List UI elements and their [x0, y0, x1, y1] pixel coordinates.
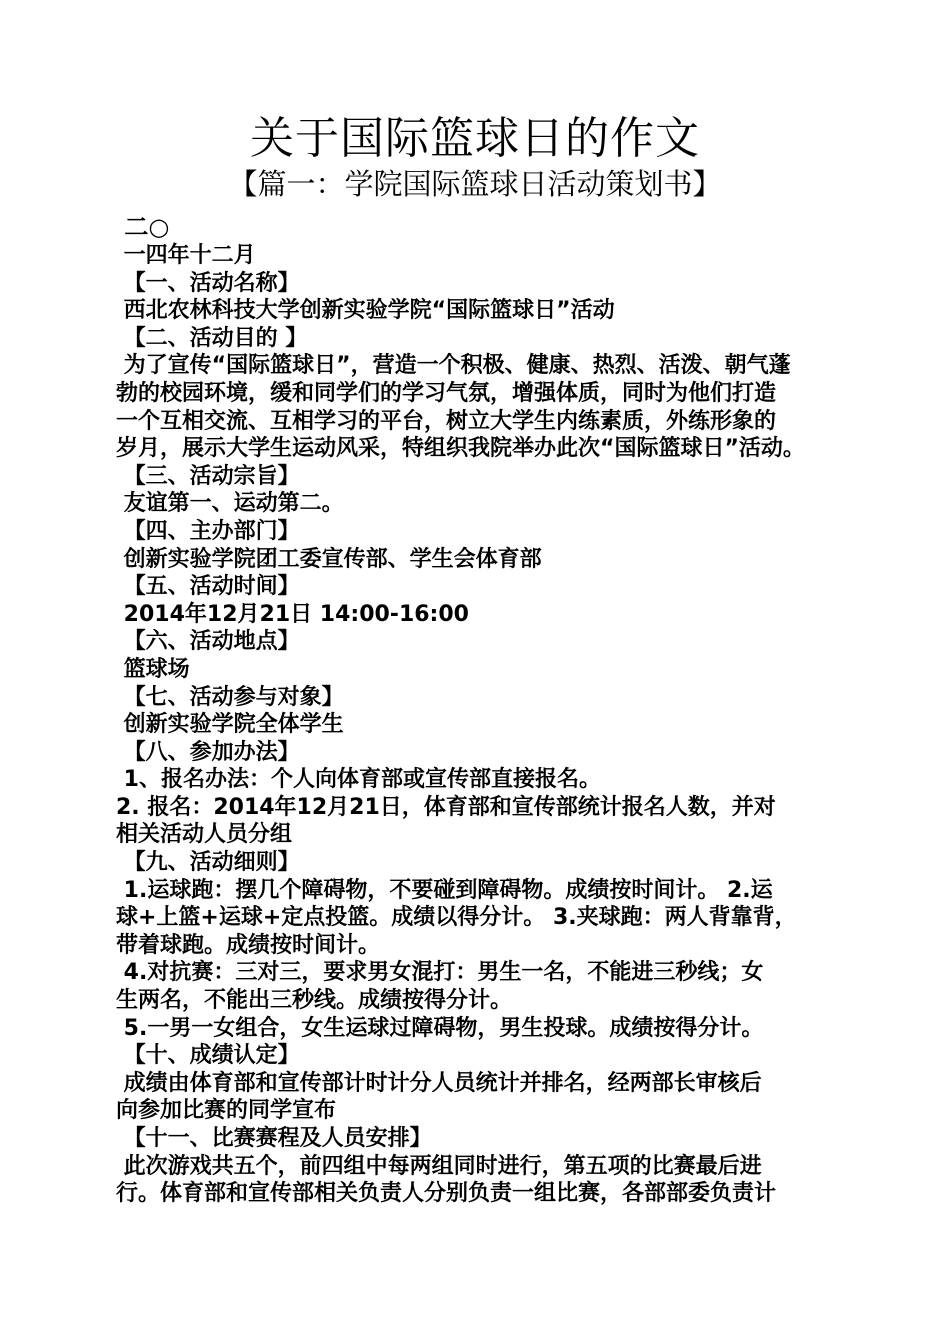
- section-heading: 【七、活动参与对象】: [116, 684, 344, 710]
- body-line: 2014年12月21日 14:00-16:00: [116, 601, 469, 627]
- body-line: 一四年十二月: [116, 243, 256, 268]
- body-line: 创新实验学院团工委宣传部、学生会体育部: [116, 546, 542, 572]
- section-heading: 【二、活动目的 】: [116, 325, 308, 351]
- body-line: 此次游戏共五个，前四组中每两组同时进行，第五项的比赛最后进: [116, 1153, 762, 1179]
- body-line: 1.运球跑：摆几个障碍物，不要碰到障碍物。成绩按时间计。 2.运: [116, 877, 773, 903]
- section-heading: 【八、参加办法】: [116, 739, 300, 765]
- body-line: 一个互相交流、互相学习的平台，树立大学生内练素质，外练形象的: [116, 408, 777, 434]
- body-line: 篮球场: [116, 656, 190, 682]
- section-heading: 【三、活动宗旨】: [116, 463, 300, 489]
- body-line: 4.对抗赛：三对三，要求男女混打：男生一名，不能进三秒线；女: [116, 960, 764, 986]
- body-line: 西北农林科技大学创新实验学院“国际篮球日”活动: [116, 298, 615, 324]
- body-line: 友谊第一、运动第二。: [116, 491, 344, 517]
- document-body: [116, 212, 840, 1208]
- body-line: 二○: [116, 213, 170, 241]
- section-heading: 【十一、比赛赛程及人员安排】: [116, 1126, 432, 1151]
- section-heading: 【六、活动地点】: [116, 629, 300, 655]
- body-line: 创新实验学院全体学生: [116, 712, 344, 738]
- body-line: 球+上篮+运球+定点投篮。成绩以得分计。 3.夹球跑：两人背靠背，: [116, 905, 797, 931]
- body-line: 向参加比赛的同学宣布: [116, 1098, 337, 1124]
- body-line: 行。体育部和宣传部相关负责人分别负责一组比赛，各部部委负责计: [116, 1181, 777, 1207]
- body-line: 5.一男一女组合，女生运球过障碍物，男生投球。成绩按得分计。: [116, 1015, 764, 1041]
- body-line: 勃的校园环境，缓和同学们的学习气氛，增强体质，同时为他们打造: [116, 380, 777, 406]
- document-subtitle: 【篇一：学院国际篮球日活动策划书】: [228, 167, 722, 201]
- section-heading: 【四、主办部门】: [116, 518, 300, 544]
- section-heading: 【十、成绩认定】: [116, 1043, 300, 1069]
- body-line: 相关活动人员分组: [116, 822, 293, 848]
- body-line: 成绩由体育部和宣传部计时计分人员统计并排名，经两部长审核后: [116, 1070, 762, 1096]
- body-line: 1、报名办法：个人向体育部或宣传部直接报名。: [116, 767, 601, 793]
- section-heading: 【九、活动细则】: [116, 850, 300, 876]
- body-line: 带着球跑。成绩按时间计。: [116, 932, 381, 958]
- section-heading: 【五、活动时间】: [116, 574, 300, 600]
- body-line: 岁月，展示大学生运动风采，特组织我院举办此次“国际篮球日”活动。: [116, 436, 805, 462]
- section-heading: 【一、活动名称】: [116, 270, 300, 296]
- document-title: 关于国际篮球日的作文: [250, 113, 700, 164]
- body-line: 为了宣传“国际篮球日”，营造一个积极、健康、热烈、活泼、朝气蓬: [116, 353, 791, 379]
- body-line: 生两名，不能出三秒线。成绩按得分计。: [116, 988, 513, 1014]
- body-line: 2. 报名：2014年12月21日，体育部和宣传部统计报名人数，并对: [116, 794, 776, 820]
